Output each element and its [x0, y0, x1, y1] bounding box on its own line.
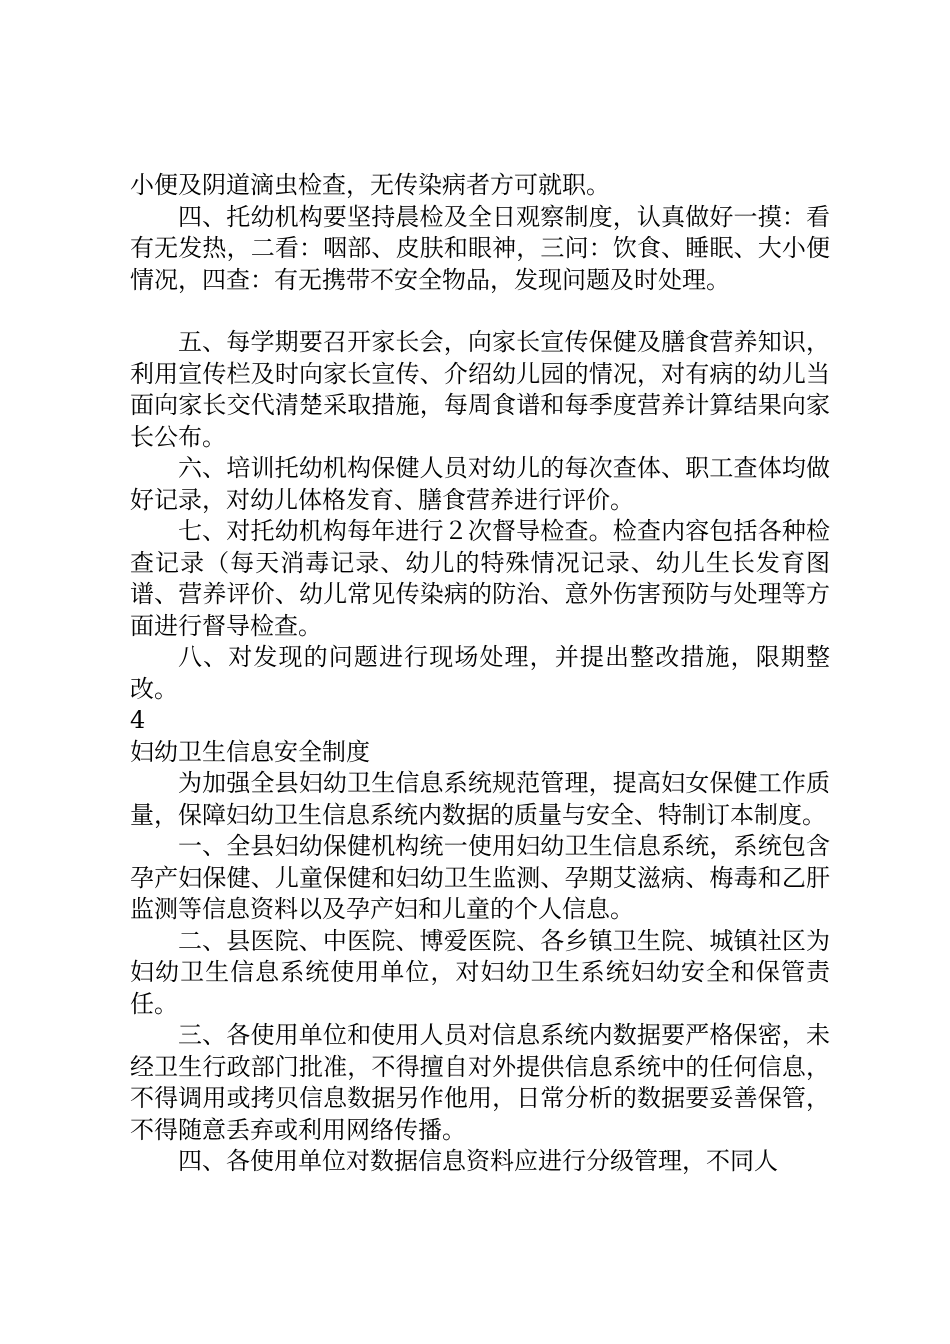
section-number: 4 [130, 706, 146, 734]
paragraph-item-4: 四、托幼机构要坚持晨检及全日观察制度，认真做好一摸：看有无发热，二看：咽部、皮肤和眼神，三问：饮食、睡眠、大小便情况，四查：有无携带不安全物品，发现问题及时处理。 [130, 202, 830, 294]
paragraph-rule-4: 四、各使用单位对数据信息资料应进行分级管理，不同人 [178, 1147, 778, 1175]
document-body [130, 170, 830, 1178]
section-title: 妇幼卫生信息安全制度 [130, 737, 370, 766]
paragraph-rule-3: 三、各使用单位和使用人员对信息系统内数据要严格保密，未经卫生行政部门批准，不得擅自对外提供信息系统中的任何信息，不得调用或拷贝信息数据另作他用，日常分析的数据要妥善保管，不得随意丢弃或利用网络传播。 [130, 1021, 830, 1144]
paragraph-intro: 为加强全县妇幼卫生信息系统规范管理，提高妇女保健工作质量，保障妇幼卫生信息系统内数据的质量与安全、特制订本制度。 [130, 769, 830, 829]
paragraph-item-6: 六、培训托幼机构保健人员对幼儿的每次查体、职工查体均做好记录，对幼儿体格发育、膳食营养进行评价。 [130, 454, 830, 514]
paragraph-item-5: 五、每学期要召开家长会，向家长宣传保健及膳食营养知识，利用宣传栏及时向家长宣传、介绍幼儿园的情况，对有病的幼儿当面向家长交代清楚采取措施，每周食谱和每季度营养计算结果向家长公布。 [130, 328, 830, 451]
paragraph-rule-1: 一、全县妇幼保健机构统一使用妇幼卫生信息系统，系统包含孕产妇保健、儿童保健和妇幼卫生监测、孕期艾滋病、梅毒和乙肝监测等信息资料以及孕产妇和儿童的个人信息。 [130, 832, 830, 923]
paragraph-rule-2: 二、县医院、中医院、博爱医院、各乡镇卫生院、城镇社区为妇幼卫生信息系统使用单位，对妇幼卫生系统妇幼安全和保管责任。 [130, 926, 830, 1018]
paragraph-continuation: 小便及阴道滴虫检查，无传染病者方可就职。 [130, 171, 610, 199]
paragraph-item-8: 八、对发现的问题进行现场处理，并提出整改措施，限期整改。 [130, 643, 830, 703]
paragraph-item-7: 七、对托幼机构每年进行２次督导检查。检查内容包括各种检查记录（每天消毒记录、幼儿的特殊情况记录、幼儿生长发育图谱、营养评价、幼儿常见传染病的防治、意外伤害预防与处理等方面进行督导检查。 [130, 517, 830, 640]
